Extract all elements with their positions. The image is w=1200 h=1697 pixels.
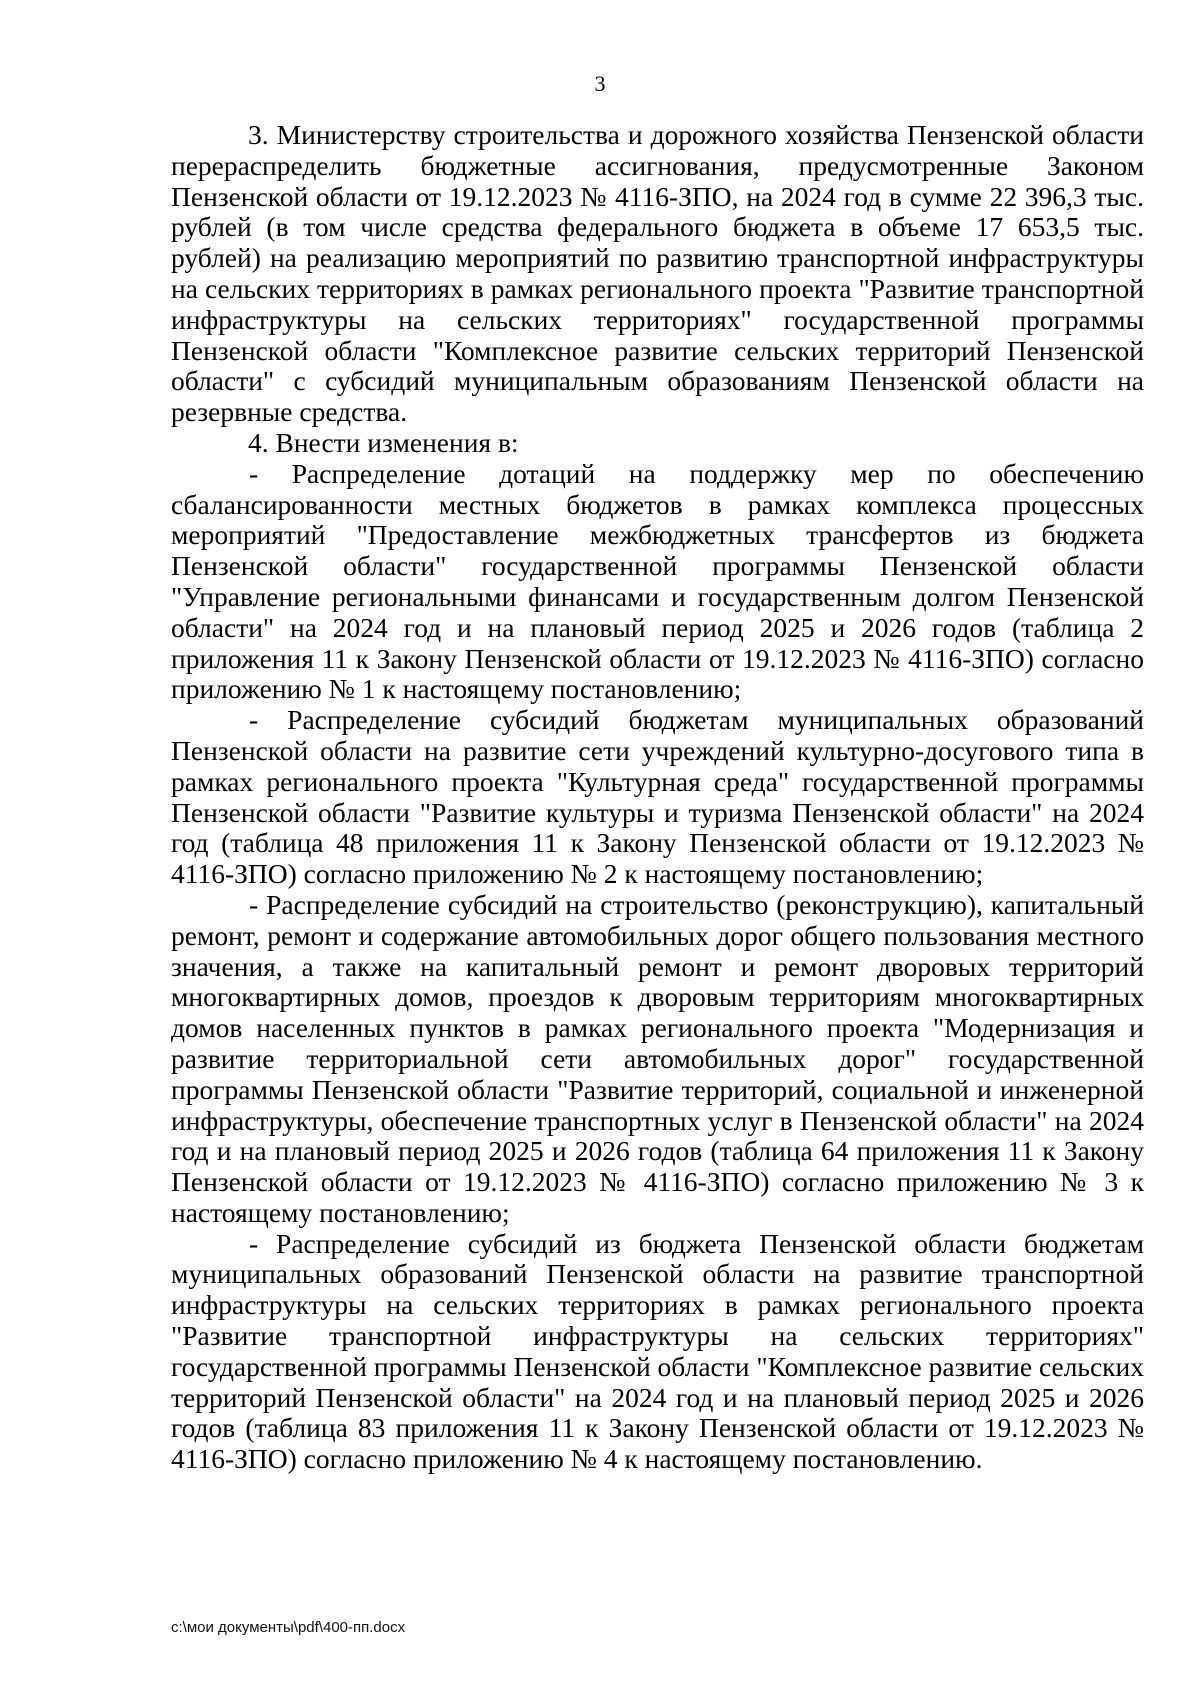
paragraph-subitem-culture: - Распределение субсидий бюджетам муниципальных образований Пензенской области на развитие сети учреждений культурно-досугового типа в рамках регионального проекта "Культурная среда" государственной программы Пензенской области "Развитие культуры и туризма Пензенской области" на 2024 год (таблица 48 приложения 11 к Закону Пензенской области от 19.12.2023 № 4116-ЗПО) согласно приложению № 2 к настоящему постановлению; bbox=[171, 704, 1144, 890]
document-body bbox=[171, 120, 1144, 1475]
footer-file-path: c:\мои документы\pdf\400-пп.docx bbox=[171, 1619, 406, 1636]
paragraph-item-3: 3. Министерству строительства и дорожного хозяйства Пензенской области перераспределить бюджетные ассигнования, предусмотренные Законом Пензенской области от 19.12.2023 № 4116-ЗПО, на 2024 год в сумме 22 396,3 тыс. рублей (в том числе средства федерального бюджета в объеме 17 653,5 тыс. рублей) на реализацию мероприятий по развитию транспортной инфраструктуры на сельских территориях в рамках регионального проекта "Развитие транспортной инфраструктуры на сельских территориях" государственной программы Пензенской области "Комплексное развитие сельских территорий Пензенской области" с субсидий муниципальным образованиям Пензенской области на резервные средства. bbox=[171, 119, 1144, 428]
paragraph-subitem-grants: - Распределение дотаций на поддержку мер по обеспечению сбалансированности местных бюджетов в рамках комплекса процессных мероприятий "Предоставление межбюджетных трансфертов из бюджета Пензенской области" государственной программы Пензенской области "Управление региональными финансами и государственным долгом Пензенской области" на 2024 год и на плановый период 2025 и 2026 годов (таблица 2 приложения 11 к Закону Пензенской области от 19.12.2023 № 4116-ЗПО) согласно приложению № 1 к настоящему постановлению; bbox=[171, 457, 1144, 705]
paragraph-subitem-roads: - Распределение субсидий на строительство (реконструкцию), капитальный ремонт, ремонт и содержание автомобильных дорог общего пользования местного значения, а также на капитальный ремонт и ремонт дворовых территорий многоквартирных домов, проездов к дворовым территориям многоквартирных домов населенных пунктов в рамках регионального проекта "Модернизация и развитие территориальной сети автомобильных дорог" государственной программы Пензенской области "Развитие территорий, социальной и инженерной инфраструктуры, обеспечение транспортных услуг в Пензенской области" на 2024 год и на плановый период 2025 и 2026 годов (таблица 64 приложения 11 к Закону Пензенской области от 19.12.2023 № 4116-ЗПО) согласно приложению № 3 к настоящему постановлению; bbox=[171, 888, 1144, 1228]
paragraph-subitem-rural-transport: - Распределение субсидий из бюджета Пензенской области бюджетам муниципальных образований Пензенской области на развитие транспортной инфраструктуры на сельских территориях в рамках регионального проекта "Развитие транспортной инфраструктуры на сельских территориях" государственной программы Пензенской области "Комплексное развитие сельских территорий Пензенской области" на 2024 год и на плановый период 2025 и 2026 годов (таблица 83 приложения 11 к Закону Пензенской области от 19.12.2023 № 4116-ЗПО) согласно приложению № 4 к настоящему постановлению. bbox=[171, 1227, 1144, 1475]
page-number: 3 bbox=[594, 71, 606, 96]
paragraph-item-4: 4. Внести изменения в: bbox=[248, 426, 519, 458]
